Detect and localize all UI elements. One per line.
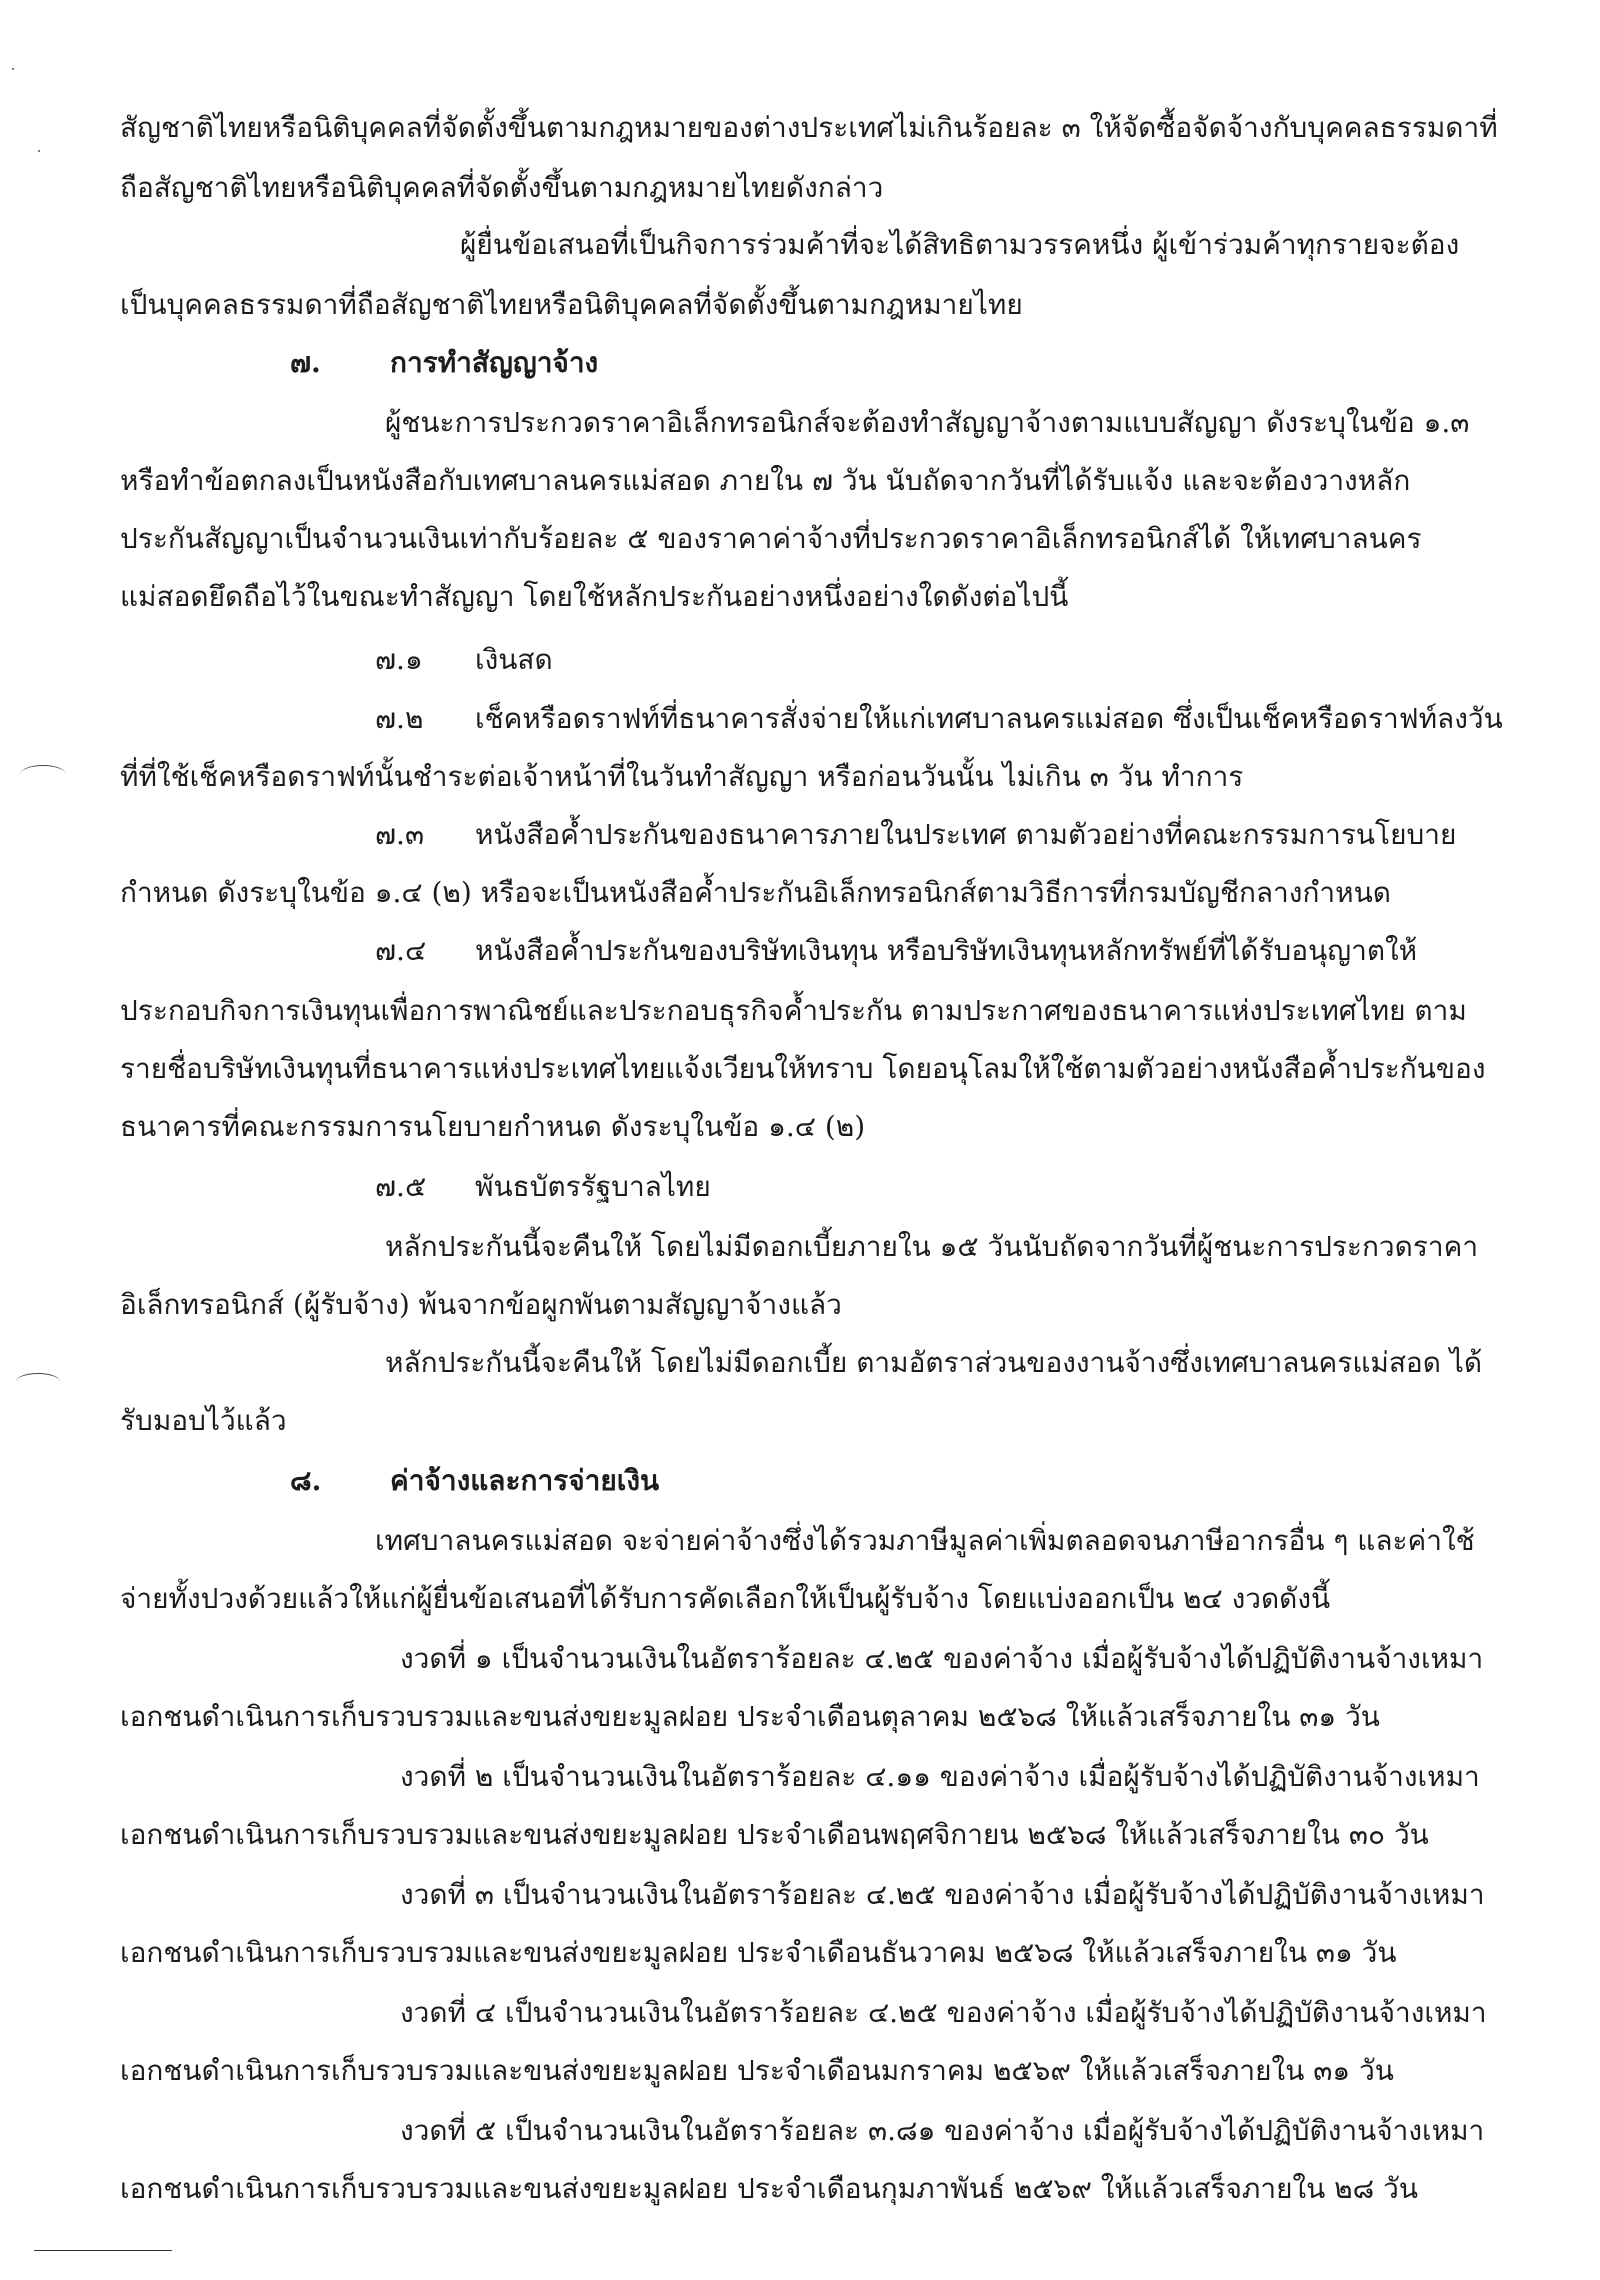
paragraph-line: จ่ายทั้งปวงด้วยแล้วให้แก่ผู้ยื่นข้อเสนอที่ได้รับการคัดเลือกให้เป็นผู้รับจ้าง โดยแบ่งออกเป็น ๒๔ งวดดังนี้	[120, 1582, 1331, 1615]
paragraph-line: ที่ที่ใช้เช็คหรือดราฟท์นั้นชำระต่อเจ้าหน้าที่ในวันทำสัญญา หรือก่อนวันนั้น ไม่เกิน ๓ วัน ทำการ	[120, 760, 1244, 793]
scan-speck	[38, 150, 40, 152]
installment-line: งวดที่ ๒ เป็นจำนวนเงินในอัตราร้อยละ ๔.๑๑ ของค่าจ้าง เมื่อผู้รับจ้างได้ปฏิบัติงานจ้างเหมา	[400, 1760, 1480, 1793]
installment-line: เอกชนดำเนินการเก็บรวบรวมและขนส่งขยะมูลฝอย ประจำเดือนตุลาคม ๒๕๖๘ ให้แล้วเสร็จภายใน ๓๑ วัน	[120, 1700, 1380, 1733]
scan-mark	[20, 765, 66, 784]
subsection-text: หนังสือค้ำประกันของบริษัทเงินทุน หรือบริษัทเงินทุนหลักทรัพย์ที่ได้รับอนุญาตให้	[475, 934, 1418, 967]
subsection-7-4	[375, 931, 1417, 971]
subsection-7-2	[375, 699, 1503, 739]
subsection-text: เช็คหรือดราฟท์ที่ธนาคารสั่งจ่ายให้แก่เทศบาลนครแม่สอด ซึ่งเป็นเช็คหรือดราฟท์ลงวัน	[475, 702, 1503, 735]
subsection-number: ๗.๓	[375, 818, 425, 851]
subsection-number: ๗.๕	[375, 1170, 427, 1203]
paragraph-line: สัญชาติไทยหรือนิติบุคคลที่จัดตั้งขึ้นตามกฎหมายของต่างประเทศไม่เกินร้อยละ ๓ ให้จัดซื้อจัดจ้างกับบุคคลธรรมดาที่	[120, 111, 1498, 144]
paragraph-line: เป็นบุคคลธรรมดาที่ถือสัญชาติไทยหรือนิติบุคคลที่จัดตั้งขึ้นตามกฎหมายไทย	[120, 288, 1023, 321]
installment-line: เอกชนดำเนินการเก็บรวบรวมและขนส่งขยะมูลฝอย ประจำเดือนธันวาคม ๒๕๖๘ ให้แล้วเสร็จภายใน ๓๑ วัน	[120, 1936, 1397, 1969]
installment-line: งวดที่ ๔ เป็นจำนวนเงินในอัตราร้อยละ ๔.๒๕ ของค่าจ้าง เมื่อผู้รับจ้างได้ปฏิบัติงานจ้างเหมา	[400, 1996, 1487, 2029]
paragraph-line: ธนาคารที่คณะกรรมการนโยบายกำหนด ดังระบุในข้อ ๑.๔ (๒)	[120, 1110, 866, 1143]
paragraph-line: อิเล็กทรอนิกส์ (ผู้รับจ้าง) พ้นจากข้อผูกพันตามสัญญาจ้างแล้ว	[120, 1288, 842, 1321]
installment-line: เอกชนดำเนินการเก็บรวบรวมและขนส่งขยะมูลฝอย ประจำเดือนมกราคม ๒๕๖๙ ให้แล้วเสร็จภายใน ๓๑ วัน	[120, 2054, 1394, 2087]
subsection-7-5	[375, 1167, 711, 1207]
scan-mark	[16, 1373, 60, 1390]
subsection-text: เงินสด	[475, 643, 553, 676]
installment-line: เอกชนดำเนินการเก็บรวบรวมและขนส่งขยะมูลฝอย ประจำเดือนกุมภาพันธ์ ๒๕๖๙ ให้แล้วเสร็จภายใน ๒๘ วัน	[120, 2172, 1419, 2205]
paragraph-line: หรือทำข้อตกลงเป็นหนังสือกับเทศบาลนครแม่สอด ภายใน ๗ วัน นับถัดจากวันที่ได้รับแจ้ง และจะต้องวางหลัก	[120, 464, 1411, 497]
paragraph-line: ผู้ชนะการประกวดราคาอิเล็กทรอนิกส์จะต้องทำสัญญาจ้างตามแบบสัญญา ดังระบุในข้อ ๑.๓	[385, 406, 1470, 439]
subsection-7-3	[375, 815, 1456, 855]
paragraph-line: กำหนด ดังระบุในข้อ ๑.๔ (๒) หรือจะเป็นหนังสือค้ำประกันอิเล็กทรอนิกส์ตามวิธีการที่กรมบัญชีกลางกำหนด	[120, 876, 1391, 909]
section-title: การทำสัญญาจ้าง	[390, 346, 599, 379]
installment-line: งวดที่ ๓ เป็นจำนวนเงินในอัตราร้อยละ ๔.๒๕ ของค่าจ้าง เมื่อผู้รับจ้างได้ปฏิบัติงานจ้างเหมา	[400, 1878, 1485, 1911]
section-heading-7	[290, 343, 598, 383]
paragraph-line: รายชื่อบริษัทเงินทุนที่ธนาคารแห่งประเทศไทยแจ้งเวียนให้ทราบ โดยอนุโลมให้ใช้ตามตัวอย่างหนังสือค้ำประกันของ	[120, 1052, 1486, 1085]
paragraph-line: รับมอบไว้แล้ว	[120, 1404, 287, 1437]
paragraph-line: หลักประกันนี้จะคืนให้ โดยไม่มีดอกเบี้ยภายใน ๑๕ วันนับถัดจากวันที่ผู้ชนะการประกวดราคา	[385, 1230, 1479, 1263]
subsection-text: พันธบัตรรัฐบาลไทย	[475, 1170, 711, 1203]
paragraph-line: ถือสัญชาติไทยหรือนิติบุคคลที่จัดตั้งขึ้นตามกฎหมายไทยดังกล่าว	[120, 171, 884, 204]
footer-rule	[34, 2250, 172, 2251]
section-heading-8	[290, 1461, 659, 1501]
subsection-text: หนังสือค้ำประกันของธนาคารภายในประเทศ ตามตัวอย่างที่คณะกรรมการนโยบาย	[475, 818, 1457, 851]
installment-line: งวดที่ ๕ เป็นจำนวนเงินในอัตราร้อยละ ๓.๘๑ ของค่าจ้าง เมื่อผู้รับจ้างได้ปฏิบัติงานจ้างเหมา	[400, 2114, 1485, 2147]
subsection-7-1	[375, 640, 553, 680]
subsection-number: ๗.๒	[375, 702, 424, 735]
section-number: ๘.	[290, 1464, 322, 1497]
paragraph-line: ประกอบกิจการเงินทุนเพื่อการพาณิชย์และประกอบธุรกิจค้ำประกัน ตามประกาศของธนาคารแห่งประเทศไทย ตาม	[120, 994, 1467, 1027]
paragraph-line: ประกันสัญญาเป็นจำนวนเงินเท่ากับร้อยละ ๕ ของราคาค่าจ้างที่ประกวดราคาอิเล็กทรอนิกส์ได้ ให้เทศบาลนคร	[120, 522, 1422, 555]
paragraph-line: เทศบาลนครแม่สอด จะจ่ายค่าจ้างซึ่งได้รวมภาษีมูลค่าเพิ่มตลอดจนภาษีอากรอื่น ๆ และค่าใช้	[375, 1524, 1475, 1557]
installment-line: งวดที่ ๑ เป็นจำนวนเงินในอัตราร้อยละ ๔.๒๕ ของค่าจ้าง เมื่อผู้รับจ้างได้ปฏิบัติงานจ้างเหมา	[400, 1642, 1484, 1675]
section-number: ๗.	[290, 346, 321, 379]
paragraph-line: แม่สอดยึดถือไว้ในขณะทำสัญญา โดยใช้หลักประกันอย่างหนึ่งอย่างใดดังต่อไปนี้	[120, 580, 1069, 613]
section-title: ค่าจ้างและการจ่ายเงิน	[390, 1464, 660, 1497]
subsection-number: ๗.๔	[375, 934, 427, 967]
subsection-number: ๗.๑	[375, 643, 423, 676]
scan-speck	[12, 68, 14, 70]
installment-line: เอกชนดำเนินการเก็บรวบรวมและขนส่งขยะมูลฝอย ประจำเดือนพฤศจิกายน ๒๕๖๘ ให้แล้วเสร็จภายใน ๓๐ วัน	[120, 1818, 1429, 1851]
paragraph-line: หลักประกันนี้จะคืนให้ โดยไม่มีดอกเบี้ย ตามอัตราส่วนของงานจ้างซึ่งเทศบาลนครแม่สอด ได้	[385, 1346, 1483, 1379]
paragraph-line: ผู้ยื่นข้อเสนอที่เป็นกิจการร่วมค้าที่จะได้สิทธิตามวรรคหนึ่ง ผู้เข้าร่วมค้าทุกรายจะต้อง	[460, 228, 1460, 261]
